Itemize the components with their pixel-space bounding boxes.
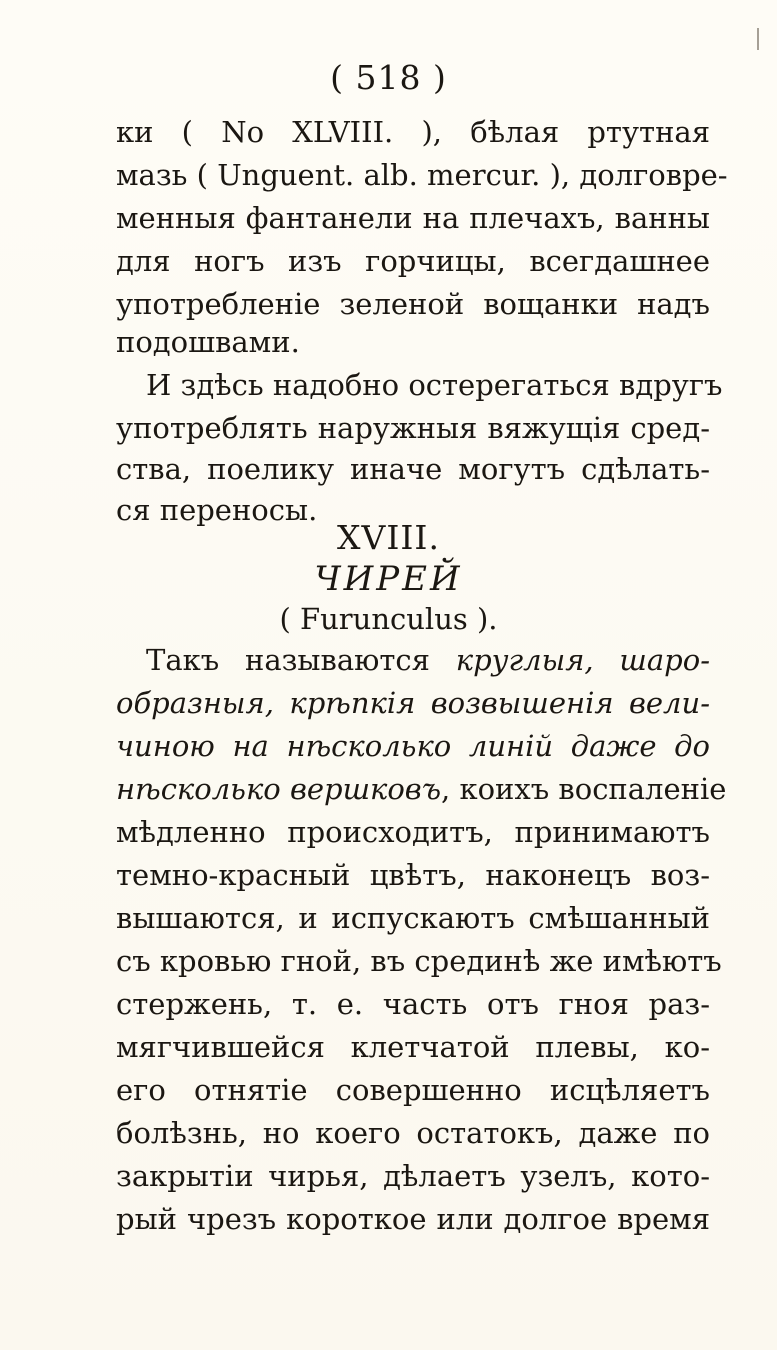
text-line: мягчившейся клетчатой плевы, ко- [116, 1030, 710, 1064]
text-line: съ кровью гной, въ срединѣ же имѣютъ [116, 944, 722, 978]
page-edge-mark [757, 28, 759, 50]
text-line: для ногъ изъ горчицы, всегдашнее [116, 244, 710, 278]
text-line: темно-красный цвѣтъ, наконецъ воз- [116, 858, 710, 892]
text-italic: круглыя, шаро- [455, 643, 711, 677]
text-line: его отнятіе совершенно исцѣляетъ [116, 1073, 710, 1107]
text-line: рый чрезъ короткое или долгое время [116, 1202, 710, 1236]
text-line: закрытіи чирья, дѣлаетъ узелъ, кото- [116, 1159, 710, 1193]
section-number: XVIII. [337, 518, 440, 557]
text-line: ся переносы. [116, 493, 318, 527]
text-line: мазь ( Unguent. alb. mercur. ), долговре- [116, 158, 728, 192]
text-line: вышаются, и испускаютъ смѣшанный [116, 901, 710, 935]
text-italic: чиною на нѣсколько линій даже до [116, 729, 710, 763]
text-line [116, 769, 727, 809]
text-line: употреблять наружныя вяжущія сред- [116, 411, 710, 445]
page-number: ( 518 ) [330, 58, 447, 97]
section-latin-name: ( Furunculus ). [279, 602, 498, 636]
text-line: И здѣсь надобно остерегаться вдругъ [146, 368, 723, 402]
text-line: стержень, т. е. часть отъ гноя раз- [116, 987, 710, 1021]
text-line [116, 726, 710, 766]
section-title: ЧИРЕЙ [314, 559, 463, 599]
text-line [116, 683, 710, 723]
text-line: менныя фантанели на плечахъ, ванны [116, 201, 710, 235]
text-line [146, 640, 710, 680]
text-line: болѣзнь, но коего остатокъ, даже по [116, 1116, 710, 1150]
text-italic: нѣсколько вершковъ [116, 772, 442, 806]
text-plain: , коихъ воспаленіе [441, 772, 727, 806]
text-line: ки ( No XLVIII. ), бѣлая ртутная [116, 115, 710, 149]
text-line: ства, поелику иначе могутъ сдѣлать- [116, 452, 710, 486]
text-italic: образныя, крѣпкія возвышенія вели- [116, 686, 710, 720]
text-line: мѣдленно происходитъ, принимаютъ [116, 815, 710, 849]
text-line: употребленіе зеленой вощанки надъ [116, 287, 710, 321]
text-line: подошвами. [116, 325, 300, 359]
text-plain: Такъ называются [146, 643, 456, 677]
